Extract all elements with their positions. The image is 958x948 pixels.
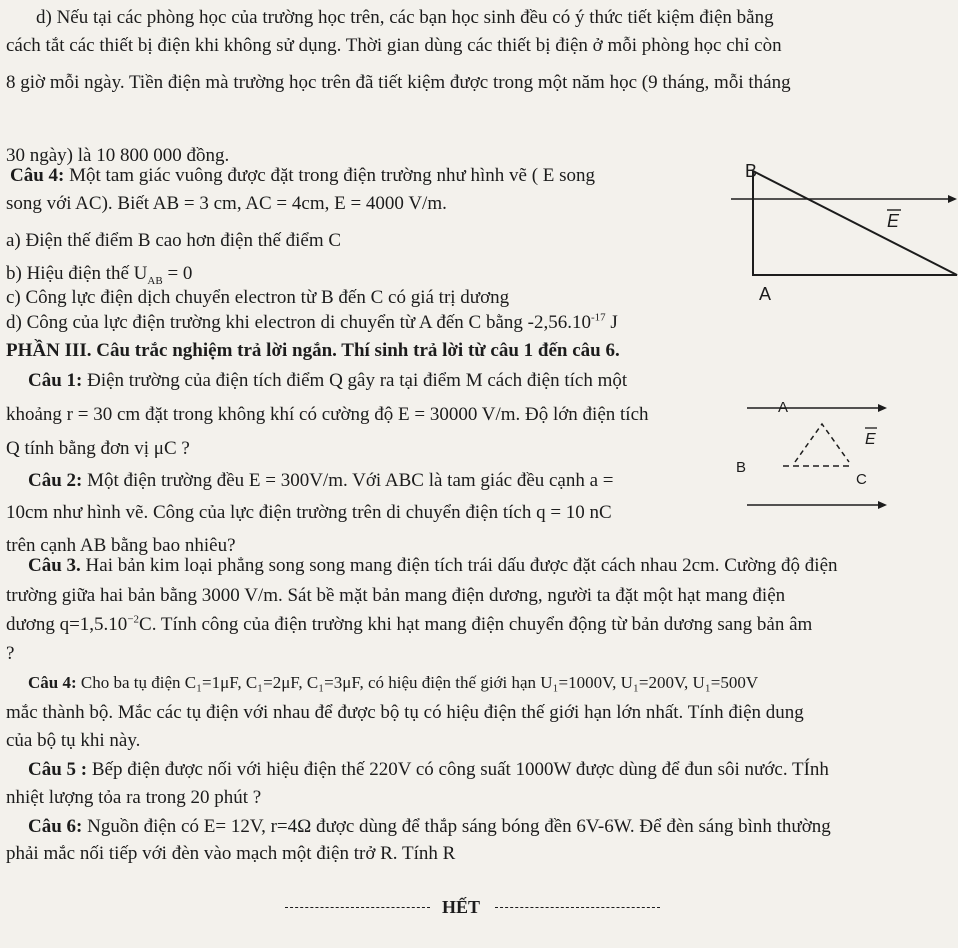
point-b-label: B (745, 161, 758, 181)
q3d-line-3: 8 giờ mỗi ngày. Tiền điện mà trường học trên đã tiết kiệm được trong một năm học (9 tháng, mỗi tháng (6, 72, 791, 93)
p3-q6-line-1: Câu 6: Nguồn điện có E= 12V, r=4Ω được dùng để thắp sáng bóng đền 6V-6W. Để đèn sáng bình thường (28, 816, 831, 837)
equilateral-field-figure (725, 380, 895, 515)
field-e-label: E (865, 431, 876, 448)
q4-statement-a: a) Điện thế điểm B cao hơn điện thế điểm C (6, 230, 342, 251)
q4-line-1: Câu 4: Một tam giác vuông được đặt trong điện trường như hình vẽ ( E song (10, 165, 596, 186)
p3-q5-line-2: nhiệt lượng tỏa ra trong 20 phút ? (6, 787, 262, 808)
q4-statement-b: b) Hiệu điện thế $U_{AB} = 0$ (6, 263, 193, 287)
p3-q3-line-1: Câu 3. Hai bản kim loại phẳng song song mang điện tích trái dấu được đặt cách nhau 2cm. Cường độ điện (28, 555, 838, 576)
q3d-line-1: d) Nếu tại các phòng học của trường học trên, các bạn học sinh đều có ý thức tiết kiệm điện bằng (36, 7, 774, 28)
divider-right (495, 907, 660, 908)
q3d-line-4: 30 ngày) là 10 800 000 đồng. (6, 145, 230, 166)
end-marker (285, 895, 660, 919)
p3-q3-line-4: ? (6, 643, 15, 664)
q4-statement-c: c) Công lực điện dịch chuyển electron từ B đến C có giá trị dương (6, 287, 510, 308)
divider-left (285, 907, 430, 908)
arrow-right-icon (878, 404, 887, 412)
p3-q3-line-2: trường giữa hai bản bằng 3000 V/m. Sát bề mặt bản mang điện dương, người ta đặt một hạt mang điện (6, 585, 786, 606)
q3d-line-2: cách tắt các thiết bị điện khi không sử dụng. Thời gian dùng các thiết bị điện ở mỗi phòng học chỉ còn (6, 35, 782, 56)
p3-q4-line-3: của bộ tụ khi này. (6, 730, 141, 751)
p3-q1-line-2: khoảng r = 30 cm đặt trong không khí có cường độ E = 30000 V/m. Độ lớn điện tích (6, 404, 649, 425)
p3-q1-line-1: Câu 1: Điện trường của điện tích điểm Q gây ra tại điểm M cách điện tích một (28, 370, 628, 391)
p3-q2-line-2: 10cm như hình vẽ. Công của lực điện trường trên di chuyển điện tích q = 10 nC (6, 502, 612, 523)
q4-label: Câu 4: (10, 165, 65, 186)
arrow-right-icon (948, 195, 957, 203)
point-c-label: C (856, 471, 867, 488)
p3-q3-line-3: dương $q=1,5.10^{-2}C$. Tính công của điện trường khi hạt mang điện chuyển động từ bản dương sang bản âm (6, 613, 813, 635)
p3-q4-line-2: mắc thành bộ. Mắc các tụ điện với nhau để được bộ tụ có hiệu điện thế giới hạn lớn nhất. Tính điện dung (6, 702, 804, 723)
point-a-label: A (778, 399, 789, 416)
q4-statement-d: d) Công của lực điện trường khi electron di chuyển từ A đến C bằng $-2,56.10^{-17}$ J (6, 311, 618, 333)
p3-q6-line-2: phải mắc nối tiếp với đèn vào mạch một điện trở R. Tính R (6, 843, 456, 864)
p3-q5-line-1: Câu 5 : Bếp điện được nối với hiệu điện thế 220V có công suất 1000W được dùng để đun sôi nước. TÍnh (28, 759, 829, 780)
p3-q2-line-3: trên cạnh AB bằng bao nhiêu? (6, 535, 236, 556)
point-a-label: A (759, 284, 772, 304)
p3-q2-line-1: Câu 2: Một điện trường đều E = 300V/m. Với ABC là tam giác đều cạnh a = (28, 470, 614, 491)
p3-q1-line-3: Q tính bằng đơn vị μC ? (6, 438, 190, 459)
q4-line-2: song với AC). Biết AB = 3 cm, AC = 4cm, E = 4000 V/m. (6, 193, 447, 214)
triangle-field-figure (725, 155, 958, 315)
point-b-label: B (736, 459, 747, 476)
arrow-right-icon (878, 501, 887, 509)
field-e-label: E (887, 211, 900, 231)
p3-q4-line-1: Câu 4: Cho ba tụ điện C₁=1μF, C₁=2μF, C₁=3μF, có hiệu điện thế giới hạn U₁=1000V, U₁=200V, U₁=500V (28, 673, 759, 692)
triangle-abc (753, 171, 957, 275)
triangle-sides (795, 424, 849, 462)
end-text: HẾT (442, 897, 481, 917)
part3-heading: PHẦN III. Câu trắc nghiệm trả lời ngắn. Thí sinh trả lời từ câu 1 đến câu 6. (6, 340, 620, 361)
